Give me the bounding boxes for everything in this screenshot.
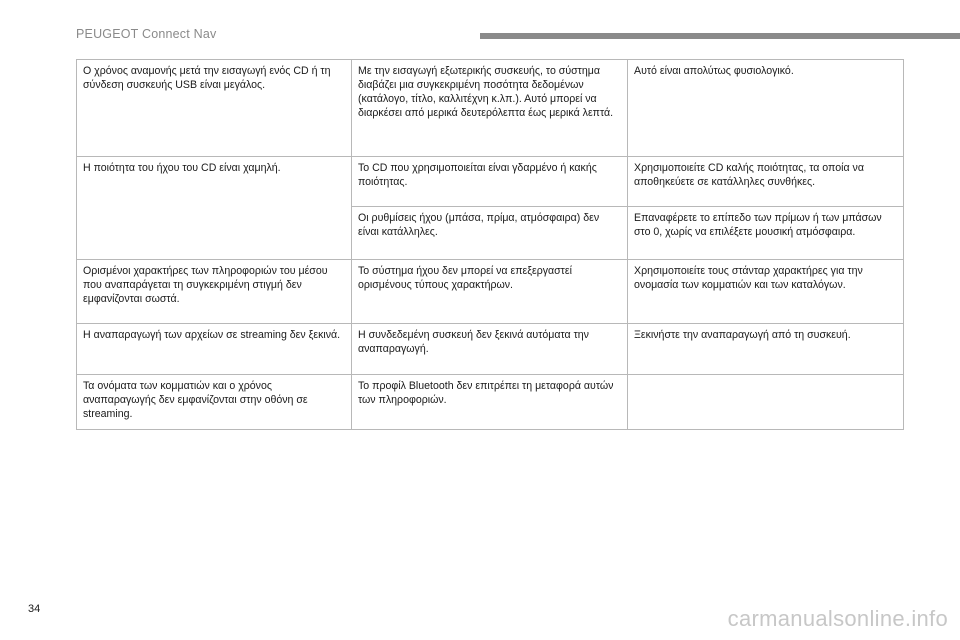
- solution-cell: Επαναφέρετε το επίπεδο των πρίμων ή των μπάσων στο 0, χωρίς να επιλέξετε μουσική ατμόσφαιρα.: [628, 207, 904, 260]
- solution-cell: Χρησιμοποιείτε τους στάνταρ χαρακτήρες για την ονομασία των κομματιών και των καταλόγων.: [628, 260, 904, 324]
- question-cell: Η αναπαραγωγή των αρχείων σε streaming δεν ξεκινά.: [77, 324, 352, 375]
- solution-cell: Ξεκινήστε την αναπαραγωγή από τη συσκευή.: [628, 324, 904, 375]
- table-row: [77, 260, 904, 324]
- question-cell: Ορισμένοι χαρακτήρες των πληροφοριών του μέσου που αναπαράγεται τη συγκεκριμένη στιγμή δεν εμφανίζονται σωστά.: [77, 260, 352, 324]
- page-number: 34: [28, 603, 41, 615]
- cause-cell: Η συνδεδεμένη συσκευή δεν ξεκινά αυτόματα την αναπαραγωγή.: [352, 324, 628, 375]
- table-row: [77, 157, 904, 207]
- cause-cell: Το προφίλ Bluetooth δεν επιτρέπει τη μεταφορά αυτών των πληροφοριών.: [352, 375, 628, 430]
- solution-cell: Χρησιμοποιείτε CD καλής ποιότητας, τα οποία να αποθηκεύετε σε κατάλληλες συνθήκες.: [628, 157, 904, 207]
- question-cell: Τα ονόματα των κομματιών και ο χρόνος αναπαραγωγής δεν εμφανίζονται στην οθόνη σε streaming.: [77, 375, 352, 430]
- question-cell: Ο χρόνος αναμονής μετά την εισαγωγή ενός CD ή τη σύνδεση συσκευής USB είναι μεγάλος.: [77, 60, 352, 157]
- watermark: carmanualsonline.info: [727, 606, 948, 631]
- solution-cell: [628, 375, 904, 430]
- cause-cell: Με την εισαγωγή εξωτερικής συσκευής, το σύστημα διαβάζει μια συγκεκριμένη ποσότητα δεδομένων (κατάλογο, τίτλο, καλλιτέχνη κ.λπ.). Αυτό μπορεί να διαρκέσει από μερικά δευτερόλεπτα έως μερικά λεπτά.: [352, 60, 628, 157]
- table-row: [77, 324, 904, 375]
- solution-cell: Αυτό είναι απολύτως φυσιολογικό.: [628, 60, 904, 157]
- question-cell: Η ποιότητα του ήχου του CD είναι χαμηλή.: [77, 157, 352, 260]
- table-row: [77, 375, 904, 430]
- cause-cell: Το CD που χρησιμοποιείται είναι γδαρμένο ή κακής ποιότητας.: [352, 157, 628, 207]
- troubleshooting-table: [76, 59, 904, 430]
- page-header-title: PEUGEOT Connect Nav: [76, 27, 217, 41]
- cause-cell: Οι ρυθμίσεις ήχου (μπάσα, πρίμα, ατμόσφαιρα) δεν είναι κατάλληλες.: [352, 207, 628, 260]
- cause-cell: Το σύστημα ήχου δεν μπορεί να επεξεργαστεί ορισμένους τύπους χαρακτήρων.: [352, 260, 628, 324]
- table-row: [77, 60, 904, 157]
- header-bar: [480, 33, 960, 39]
